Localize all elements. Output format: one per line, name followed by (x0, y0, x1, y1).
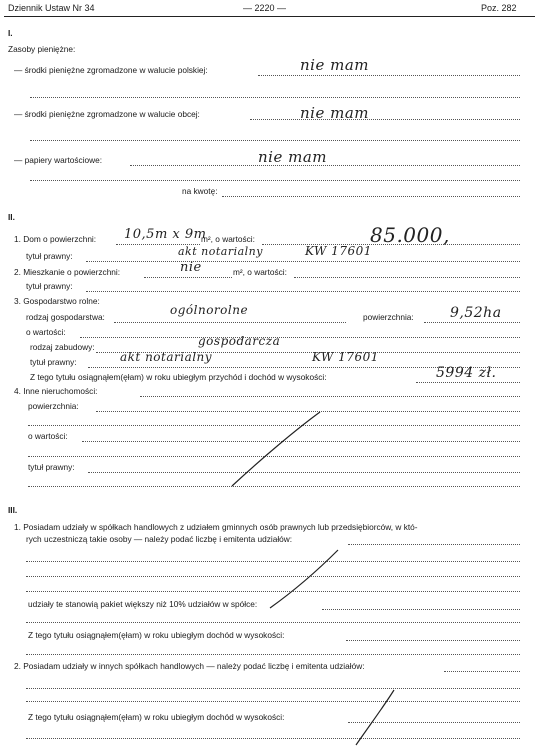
shares-1-income-label: Z tego tytułu osiągnąłem(ęłam) w roku ubiegłym dochód w wysokości: (28, 630, 285, 640)
farm-label: 3. Gospodarstwo rolne: (14, 296, 100, 306)
other-property-label: 4. Inne nieruchomości: (14, 386, 98, 396)
farm-buildings-value: gospodarcza (198, 334, 281, 348)
foreign-funds-value: nie mam (300, 104, 369, 122)
securities-label: — papiery wartościowe: (14, 155, 103, 165)
flat-area-label: 2. Mieszkanie o powierzchni: (14, 267, 121, 277)
house-area-label: 1. Dom o powierzchni: (14, 234, 97, 244)
shares-2-income-label: Z tego tytułu osiągnąłem(ęłam) w roku ubiegłym dochód w wysokości: (28, 712, 285, 722)
journal-title: Dziennik Ustaw Nr 34 (8, 3, 95, 13)
farm-income-value: 5994 zł. (436, 365, 497, 381)
strike-mark-shares-1 (270, 550, 338, 608)
farm-area-value: 9,52ha (450, 305, 502, 321)
flat-area-value: nie (180, 260, 202, 275)
section-II-numeral: II. (8, 212, 15, 222)
house-title-reference: KW 17601 (305, 244, 372, 258)
farm-title-label: tytuł prawny: (30, 357, 77, 367)
section-I-numeral: I. (8, 28, 13, 38)
shares-package-label: udziały te stanowią pakiet większy niż 10% udziałów w spółce: (28, 599, 258, 609)
other-area-label: powierzchnia: (28, 401, 79, 411)
farm-type-value: ogólnorolne (170, 303, 249, 317)
shares-question-1-line-1: 1. Posiadam udziały w spółkach handlowych z udziałem gminnych osób prawnych lub przedsiębiorców, w któ- (14, 522, 418, 532)
farm-value-label: o wartości: (26, 327, 66, 337)
house-value-label: m², o wartości: (201, 234, 255, 244)
section-III-numeral: III. (8, 505, 18, 515)
farm-income-label: Z tego tytułu osiągnąłem(ęłam) w roku ubiegłym przychód i dochód w wysokości: (30, 372, 327, 382)
other-title-label: tytuł prawny: (28, 462, 75, 472)
securities-amount-label: na kwotę: (182, 186, 218, 196)
pln-funds-value: nie mam (300, 56, 369, 74)
flat-title-label: tytuł prawny: (26, 281, 73, 291)
securities-value: nie mam (258, 148, 327, 166)
pln-funds-label: — środki pieniężne zgromadzone w walucie polskiej: (14, 65, 208, 75)
section-I-title: Zasoby pieniężne: (8, 44, 76, 54)
foreign-funds-label: — środki pieniężne zgromadzone w walucie obcej: (14, 109, 200, 119)
farm-title-value: akt notarialny (120, 350, 213, 364)
position-number: Poz. 282 (481, 3, 517, 13)
header-rule (4, 16, 535, 17)
house-value: 85.000, (370, 223, 450, 247)
house-title-value: akt notarialny (178, 245, 263, 258)
page-number: — 2220 — (243, 3, 287, 13)
farm-type-label: rodzaj gospodarstwa: (26, 312, 105, 322)
strike-mark-other-property (232, 412, 320, 486)
shares-question-1-line-2: rych uczestniczą takie osoby — należy podać liczbę i emitenta udziałów: (26, 534, 293, 544)
house-title-label: tytuł prawny: (26, 251, 73, 261)
strike-mark-shares-2 (356, 690, 394, 745)
farm-area-label: powierzchnia: (363, 312, 414, 322)
farm-title-reference: KW 17601 (312, 350, 379, 364)
farm-buildings-label: rodzaj zabudowy: (30, 342, 95, 352)
flat-value-label: m², o wartości: (233, 267, 287, 277)
shares-question-2: 2. Posiadam udziały w innych spółkach handlowych — należy podać liczbę i emitenta udziałów: (14, 661, 365, 671)
house-area-value: 10,5m x 9m (124, 227, 207, 242)
other-value-label: o wartości: (28, 431, 68, 441)
